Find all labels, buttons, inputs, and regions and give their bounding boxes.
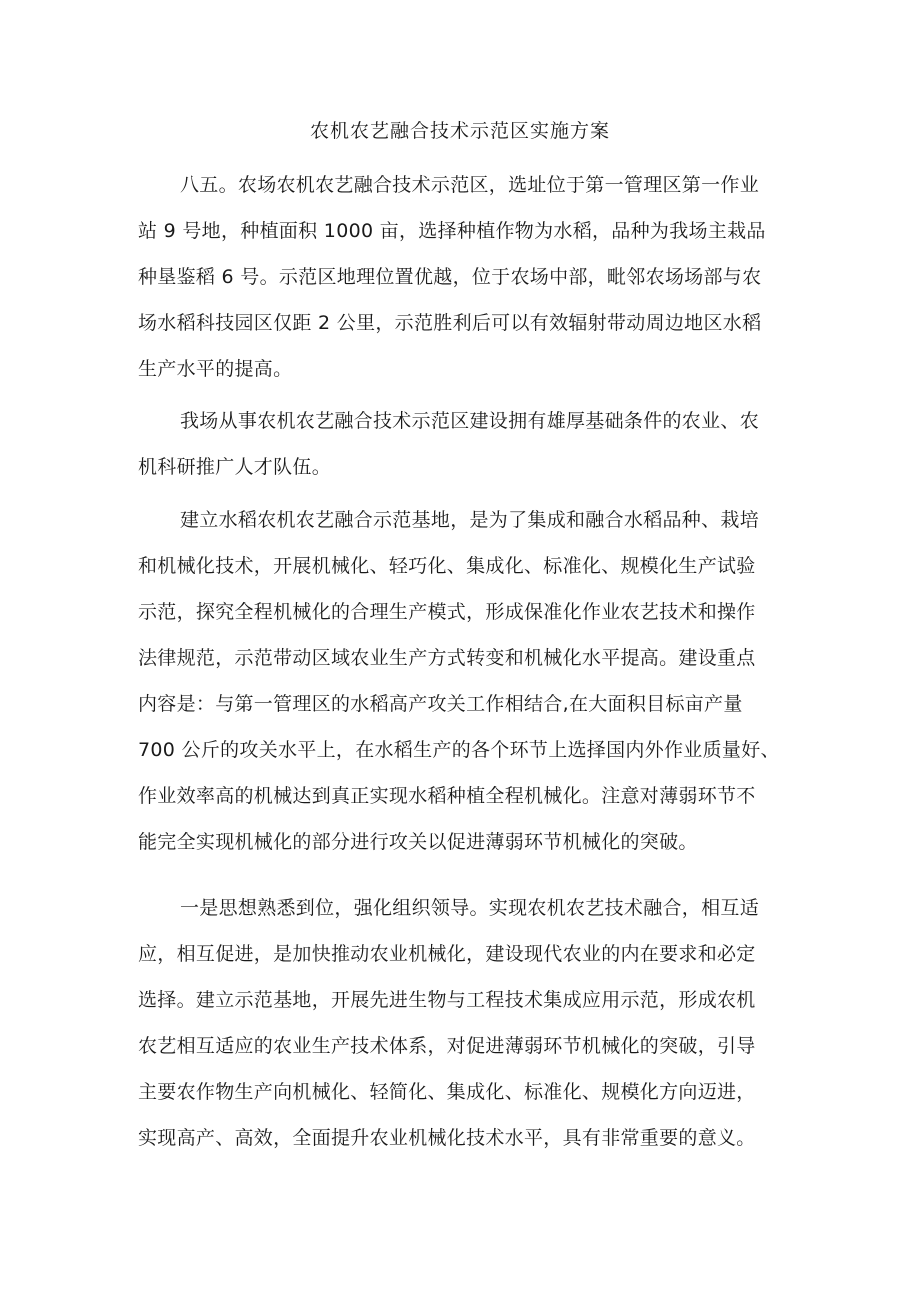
- paragraph-line: 作业效率高的机械达到真正实现水稻种植全程机械化。注意对薄弱环节不: [138, 785, 756, 807]
- paragraph-line: 建立水稻农机农艺融合示范基地，是为了集成和融合水稻品种、栽培: [180, 509, 760, 531]
- paragraph-line: 主要农作物生产向机械化、轻简化、集成化、标准化、规模化方向迈进，: [138, 1081, 756, 1103]
- paragraph-2: [138, 398, 798, 490]
- paragraph-line: 能完全实现机械化的部分进行攻关以促进薄弱环节机械化的突破。: [138, 831, 698, 853]
- paragraph-1: [138, 162, 798, 392]
- paragraph-3: [138, 497, 798, 865]
- paragraph-line: 站 9 号地，种植面积 1000 亩，选择种植作物为水稻，品种为我场主栽品: [138, 220, 766, 242]
- paragraph-line: 场水稻科技园区仅距 2 公里，示范胜利后可以有效辐射带动周边地区水稻: [138, 312, 762, 334]
- paragraph-line: 示范，探究全程机械化的合理生产模式，形成保准化作业农艺技术和操作: [138, 601, 756, 623]
- paragraph-line: 我场从事农机农艺融合技术示范区建设拥有雄厚基础条件的农业、农: [180, 410, 760, 432]
- paragraph-line: 实现高产、高效，全面提升农业机械化技术水平，具有非常重要的意义。: [138, 1127, 756, 1149]
- paragraph-line: 内容是：与第一管理区的水稻高产攻关工作相结合,在大面积目标亩产量: [138, 693, 743, 715]
- document-title: 农机农艺融合技术示范区实施方案: [309, 120, 610, 142]
- paragraph-line: 种垦鉴稻 6 号。示范区地理位置优越，位于农场中部，毗邻农场场部与农: [138, 266, 762, 288]
- paragraph-4: [138, 885, 798, 1161]
- paragraph-line: 机科研推广人才队伍。: [138, 456, 332, 478]
- paragraph-line: 一是思想熟悉到位，强化组织领导。实现农机农艺技术融合，相互适: [180, 897, 760, 919]
- paragraph-line: 选择。建立示范基地，开展先进生物与工程技术集成应用示范，形成农机: [138, 989, 756, 1011]
- paragraph-line: 八五。农场农机农艺融合技术示范区，选址位于第一管理区第一作业: [180, 174, 760, 196]
- paragraph-line: 农艺相互适应的农业生产技术体系，对促进薄弱环节机械化的突破，引导: [138, 1035, 756, 1057]
- paragraph-line: 法律规范，示范带动区域农业生产方式转变和机械化水平提高。建设重点: [138, 647, 756, 669]
- paragraph-line: 和机械化技术，开展机械化、轻巧化、集成化、标准化、规模化生产试验: [138, 555, 756, 577]
- paragraph-line: 生产水平的提高。: [138, 358, 293, 380]
- paragraph-line: 应，相互促进，是加快推动农业机械化，建设现代农业的内在要求和必定: [138, 943, 756, 965]
- paragraph-line: 700 公斤的攻关水平上，在水稻生产的各个环节上选择国内外作业质量好、: [138, 739, 780, 761]
